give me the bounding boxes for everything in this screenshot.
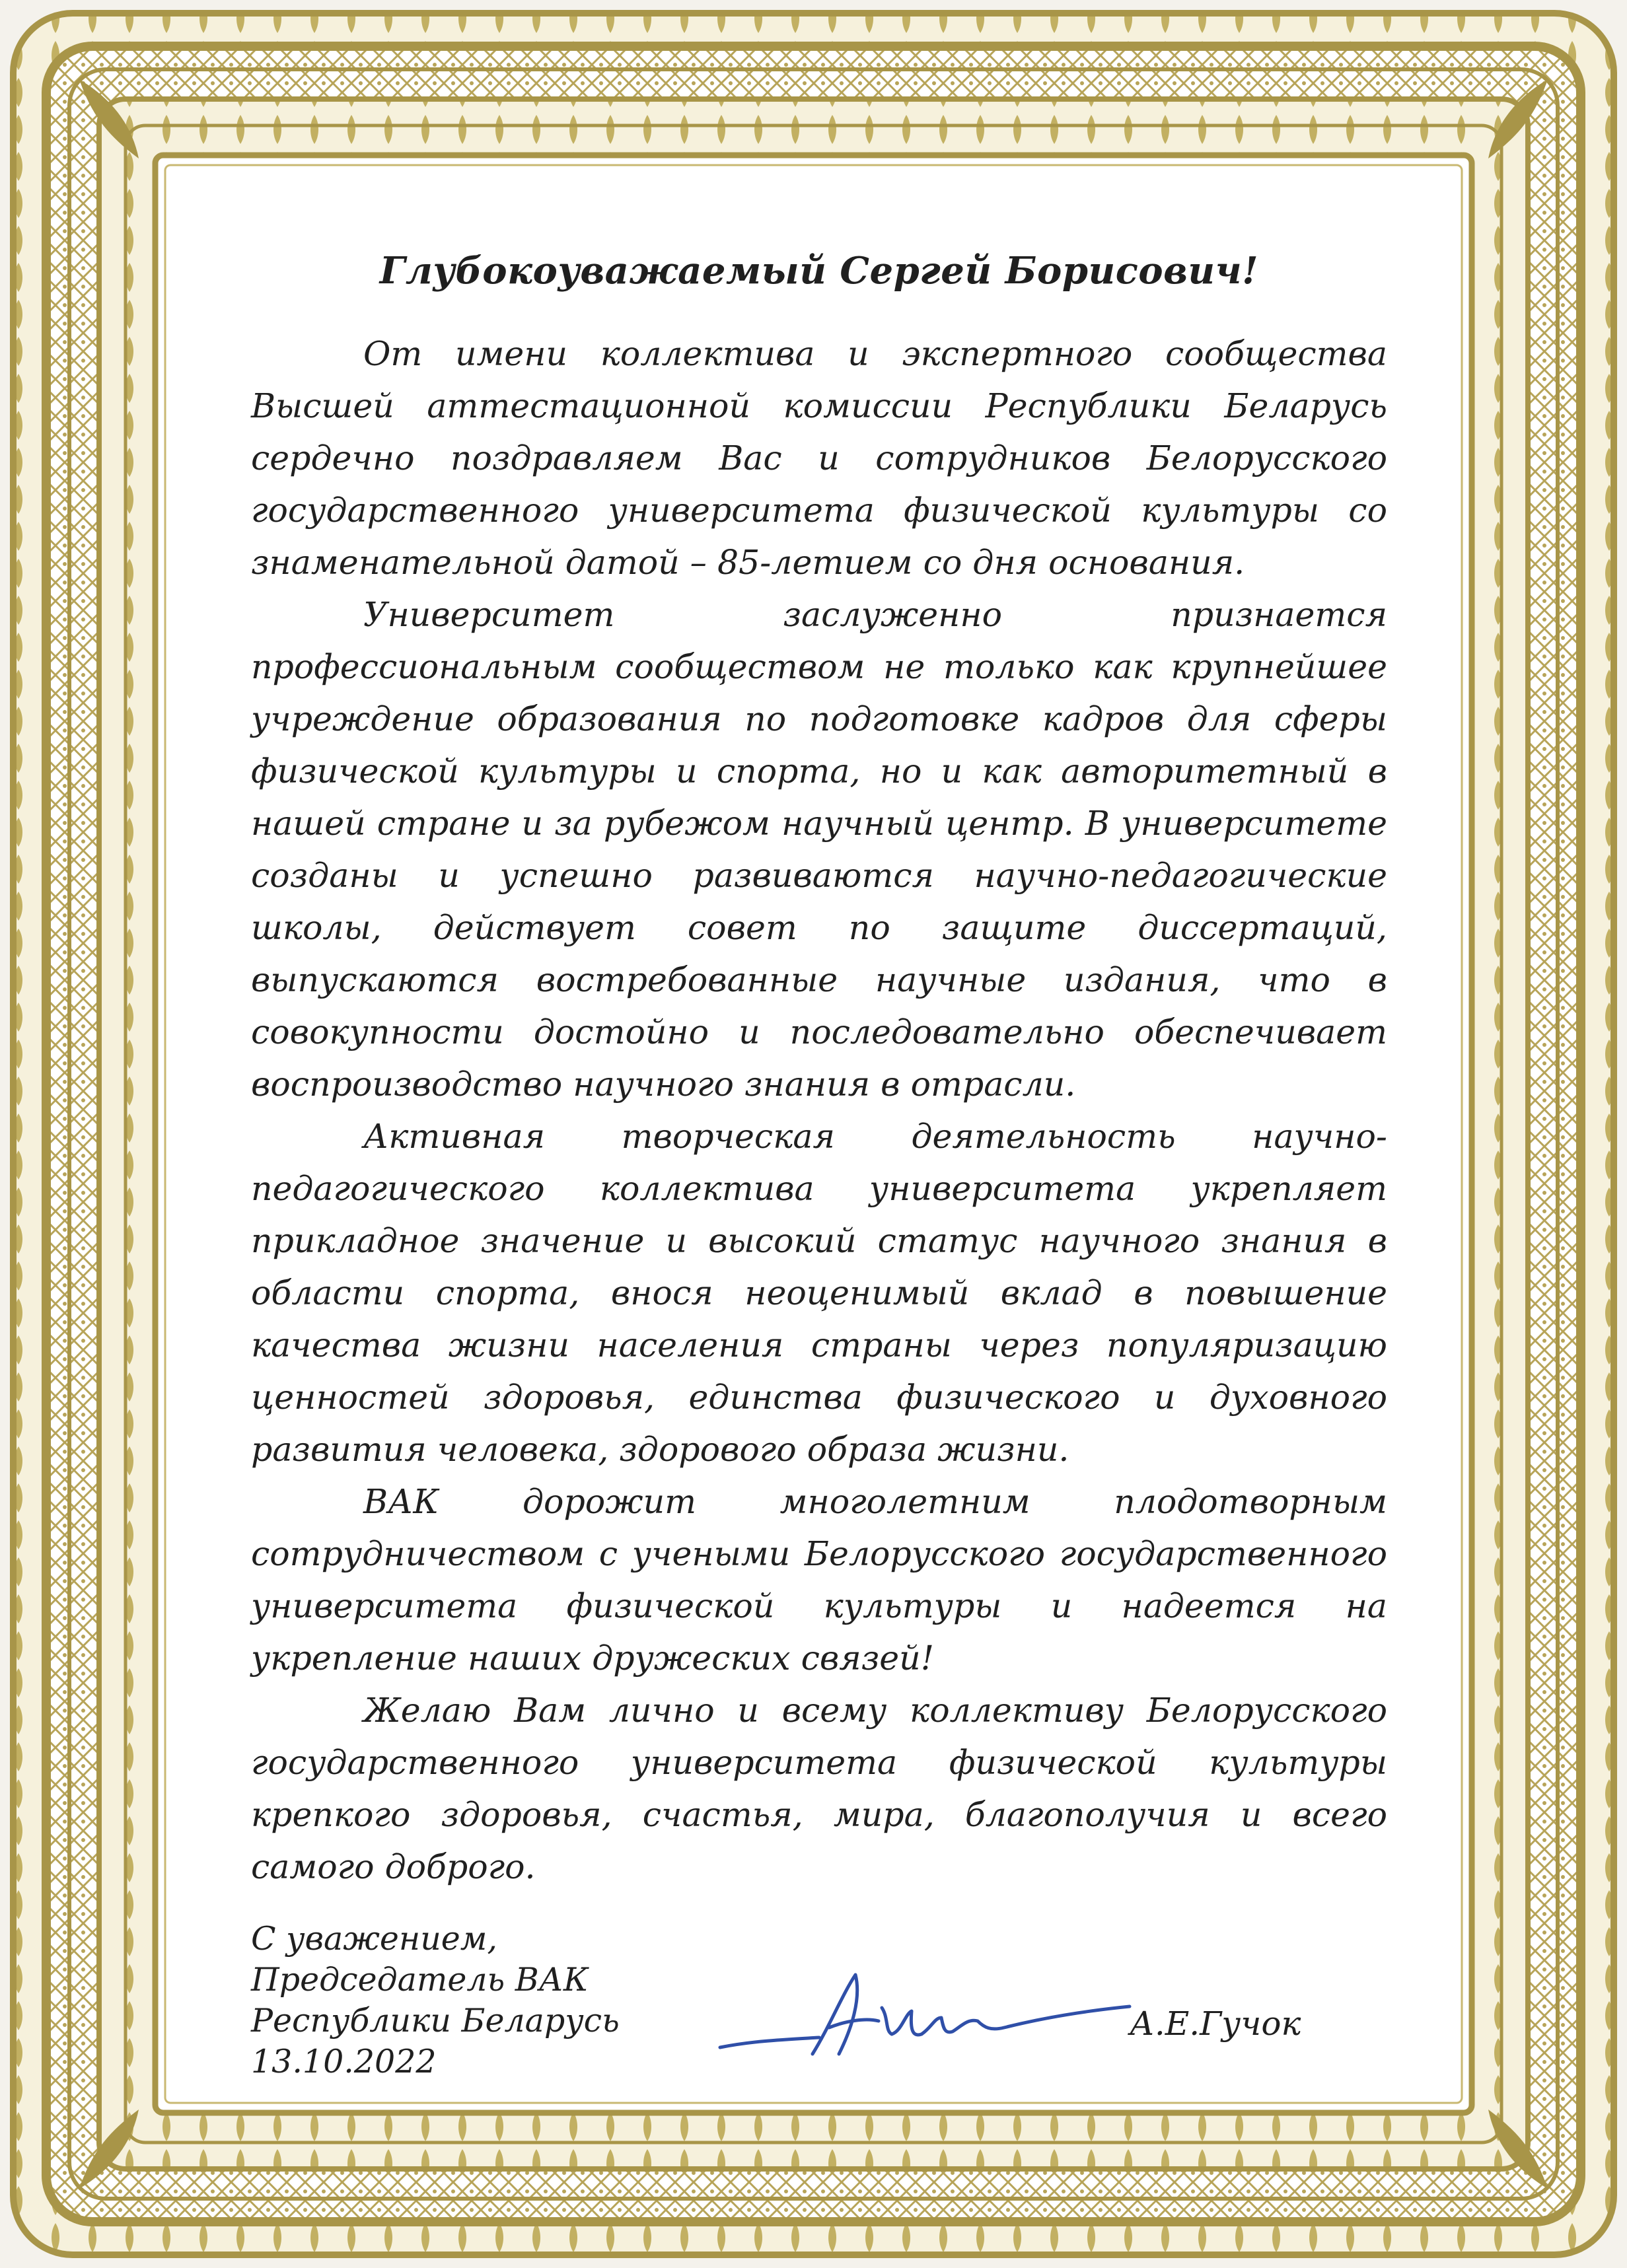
signer-name: А.Е.Гучок: [1130, 2004, 1301, 2043]
letter-body: [251, 244, 1387, 1893]
paragraph-3: Активная творческая деятельность научно-педагогического коллектива университета укрепляет прикладное значение и высокий статус научного знания в области спорта, внося неоценимый вклад в повышение качества жизни населения страны через популяризацию ценностей здоровья, единства физического и духовного развития человека, здорового образа жизни.: [251, 1117, 1387, 1469]
signature-block: [251, 1919, 620, 2082]
closing-line: С уважением,: [251, 1920, 497, 1958]
greeting-heading: Глубокоуважаемый Сергей Борисович!: [379, 249, 1259, 293]
paragraph-5: Желаю Вам лично и всему коллективу Белорусского государственного университета физической культуры крепкого здоровья, счастья, мира, благополучия и всего самого доброго.: [251, 1691, 1387, 1886]
handwritten-signature: [713, 1955, 1136, 2080]
paragraph-2: Университет заслуженно признается профессиональным сообществом не только как крупнейшее учреждение образования по подготовке кадров для сферы физической культуры и спорта, но и как авторитетный в нашей стране и за рубежом научный центр. В университете созданы и успешно развиваются научно-педагогические школы, действует совет по защите диссертаций, выпускаются востребованные научные издания, что в совокупности достойно и последовательно обеспечивает воспроизводство научного знания в отрасли.: [251, 595, 1387, 1104]
letter-date: 13.10.2022: [251, 2043, 437, 2080]
position-line-2: Республики Беларусь: [251, 2002, 620, 2039]
paragraph-1: От имени коллектива и экспертного сообщества Высшей аттестационной комиссии Республики Беларусь сердечно поздравляем Вас и сотрудников Белорусского государственного университета физической культуры со знаменательной датой – 85-летием со дня основания.: [251, 334, 1387, 582]
paragraph-4: ВАК дорожит многолетним плодотворным сотрудничеством с учеными Белорусского государственного университета физической культуры и надеется на укрепление наших дружеских связей!: [251, 1482, 1387, 1678]
position-line-1: Председатель ВАК: [251, 1961, 589, 1999]
